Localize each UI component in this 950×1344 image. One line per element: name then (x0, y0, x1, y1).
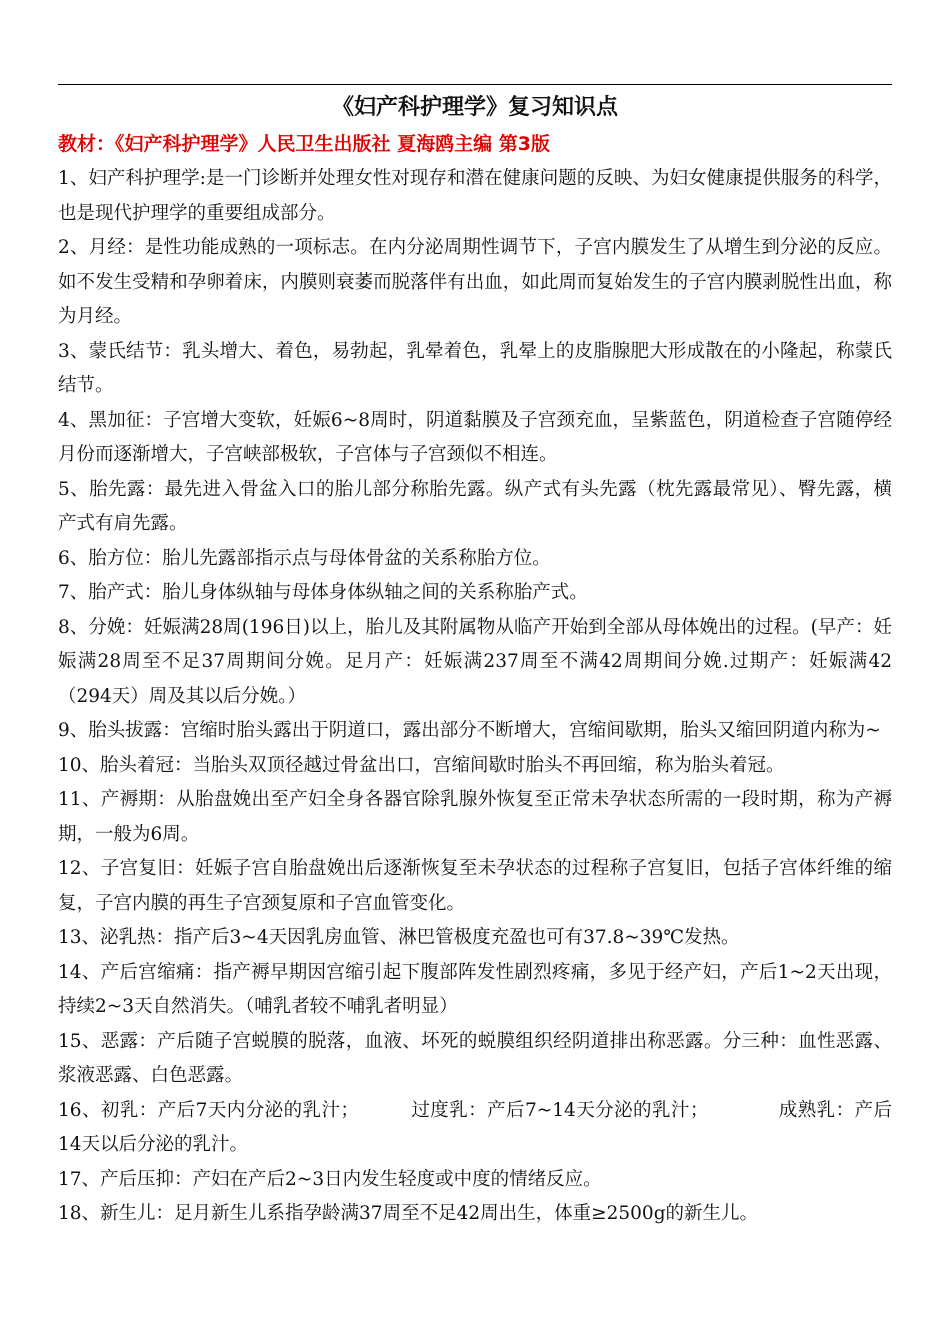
list-item: 12、子宫复旧：妊娠子宫自胎盘娩出后逐渐恢复至未孕状态的过程称子宫复旧，包括子宫体纤维的缩复，子宫内膜的再生子宫颈复原和子宫血管变化。 (58, 858, 892, 914)
milk-transitional: 过度乳：产后7~14天分泌的乳汁； (410, 1099, 709, 1121)
list-item: 13、泌乳热：指产后3~4天因乳房血管、淋巴管极度充盈也可有37.8~39℃发热。 (58, 927, 740, 948)
knowledge-list (58, 162, 892, 1232)
list-item: 4、黑加征：子宫增大变软，妊娠6~8周时，阴道黏膜及子宫颈充血，呈紫蓝色，阴道检查子宫随停经月份而逐渐增大，子宫峡部极软，子宫体与子宫颈似不相连。 (58, 409, 892, 465)
list-item: 1、妇产科护理学:是一门诊断并处理女性对现存和潜在健康问题的反映、为妇女健康提供服务的科学，也是现代护理学的重要组成部分。 (58, 168, 892, 224)
list-item: 3、蒙氏结节：乳头增大、着色，易勃起，乳晕着色，乳晕上的皮脂腺肥大形成散在的小隆起，称蒙氏结节。 (58, 340, 892, 396)
list-item: 5、胎先露：最先进入骨盆入口的胎儿部分称胎先露。纵产式有头先露（枕先露最常见）、臀先露，横产式有肩先露。 (58, 478, 892, 534)
list-item: 15、恶露：产后随子宫蜕膜的脱落，血液、坏死的蜕膜组织经阴道排出称恶露。分三种：血性恶露、浆液恶露、白色恶露。 (58, 1030, 892, 1086)
milk-mature: 成熟乳：产后14天以后分泌的乳汁。 (58, 1099, 892, 1155)
milk-colostrum: 16、初乳：产后7天内分泌的乳汁； (58, 1099, 359, 1121)
list-item-milk (58, 1094, 892, 1163)
list-item: 6、胎方位：胎儿先露部指示点与母体骨盆的关系称胎方位。 (58, 547, 551, 569)
list-item: 18、新生儿：足月新生儿系指孕龄满37周至不足42周出生，体重≥2500g的新生儿。 (58, 1203, 759, 1224)
textbook-info: 教材：《妇产科护理学》人民卫生出版社 夏海鸥主编 第3版 (58, 133, 550, 155)
list-item: 2、月经：是性功能成熟的一项标志。在内分泌周期性调节下，子宫内膜发生了从增生到分泌的反应。如不发生受精和孕卵着床，内膜则衰萎而脱落伴有出血，如此周而复始发生的子宫内膜剥脱性出血，称为月经。 (58, 237, 892, 327)
list-item: 11、产褥期：从胎盘娩出至产妇全身各器官除乳腺外恢复至正常未孕状态所需的一段时期，称为产褥期，一般为6周。 (58, 789, 892, 845)
list-item: 10、胎头着冠：当胎头双顶径越过骨盆出口，宫缩间歇时胎头不再回缩，称为胎头着冠。 (58, 754, 785, 776)
list-item: 7、胎产式：胎儿身体纵轴与母体身体纵轴之间的关系称胎产式。 (58, 582, 588, 603)
document-title: 《妇产科护理学》复习知识点 (331, 95, 618, 120)
header-rule (58, 84, 892, 85)
list-item: 14、产后宫缩痛：指产褥早期因宫缩引起下腹部阵发性剧烈疼痛，多见于经产妇，产后1~2天出现，持续2~3天自然消失。（哺乳者较不哺乳者明显） (58, 961, 892, 1017)
list-item: 17、产后压抑：产妇在产后2~3日内发生轻度或中度的情绪反应。 (58, 1168, 602, 1190)
list-item: 9、胎头拔露：宫缩时胎头露出于阴道口，露出部分不断增大，宫缩间歇期，胎头又缩回阴道内称为~ (58, 720, 881, 741)
list-item: 8、分娩：妊娠满28周(196日)以上，胎儿及其附属物从临产开始到全部从母体娩出的过程。(早产：妊娠满28周至不足37周期间分娩。足月产：妊娠满237周至不满42周期间分娩.过期产：妊娠满42（294天）周及其以后分娩。） (58, 616, 892, 707)
